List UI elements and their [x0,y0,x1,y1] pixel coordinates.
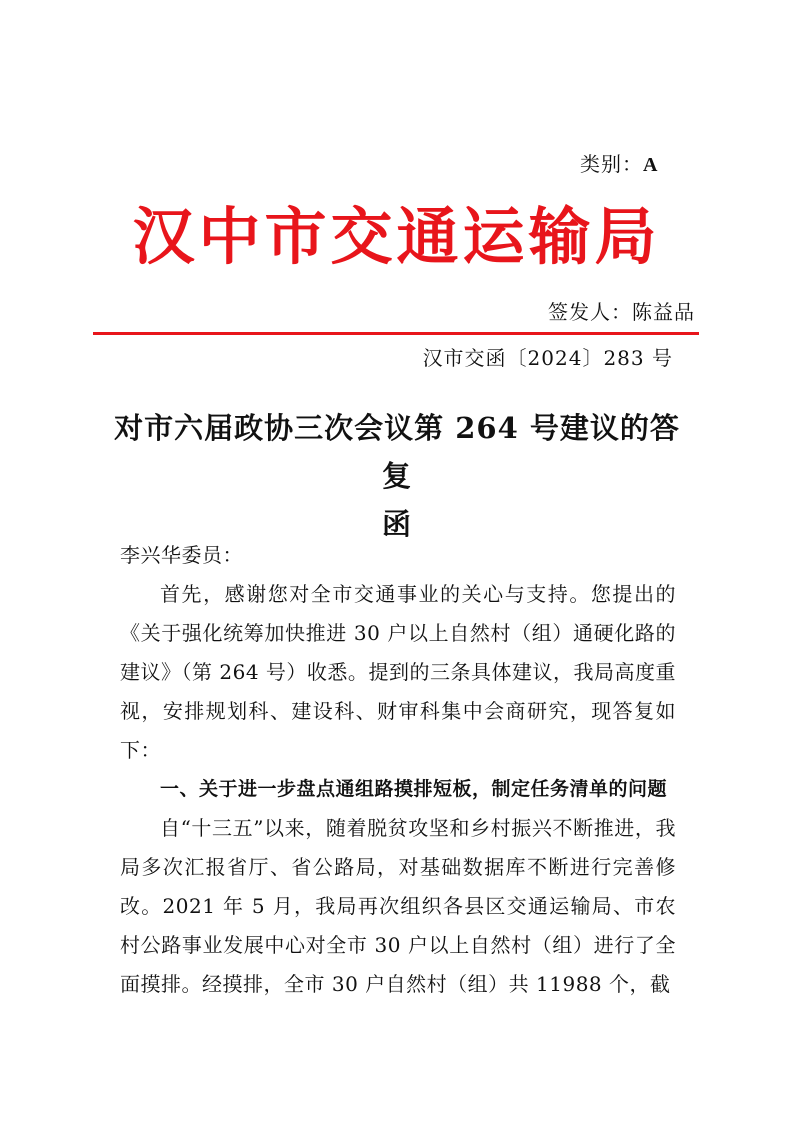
salutation: 李兴华委员： [120,543,243,567]
title-line-1: 对市六届政协三次会议第 264 号建议的答复 [114,411,680,493]
paragraph-section-1: 自“十三五”以来，随着脱贫攻坚和乡村振兴不断推进，我局多次汇报省厅、省公路局，对基础数据库不断进行完善修改。2021 年 5 月，我局再次组织各县区交通运输局、市农村公路事业发展中心对全市 30 户以上自然村（组）进行了全面摸排。经摸排，全市 30 户自然村（组）共 11988 个，截 [120,816,676,996]
paragraph-intro: 首先，感谢您对全市交通事业的关心与支持。您提出的《关于强化统筹加快推进 30 户以上自然村（组）通硬化路的建议》（第 264 号）收悉。提到的三条具体建议，我局高度重视，安排规划科、建设科、财审科集中会商研究，现答复如下： [120,582,676,762]
category-value: A [643,154,659,176]
signer: 签发人：陈益品 [548,300,695,324]
section-heading-1: 一、关于进一步盘点通组路摸排短板，制定任务清单的问题 [160,778,668,800]
document-title [112,404,682,548]
issuing-organization: 汉中市交通运输局 [132,200,661,273]
document-number: 汉市交函〔2024〕283 号 [422,346,673,370]
category-label [580,148,658,177]
red-divider-line [93,332,699,335]
category-label-text: 类别： [580,152,643,176]
document-body [120,536,676,1004]
title-line-2: 函 [381,507,412,541]
